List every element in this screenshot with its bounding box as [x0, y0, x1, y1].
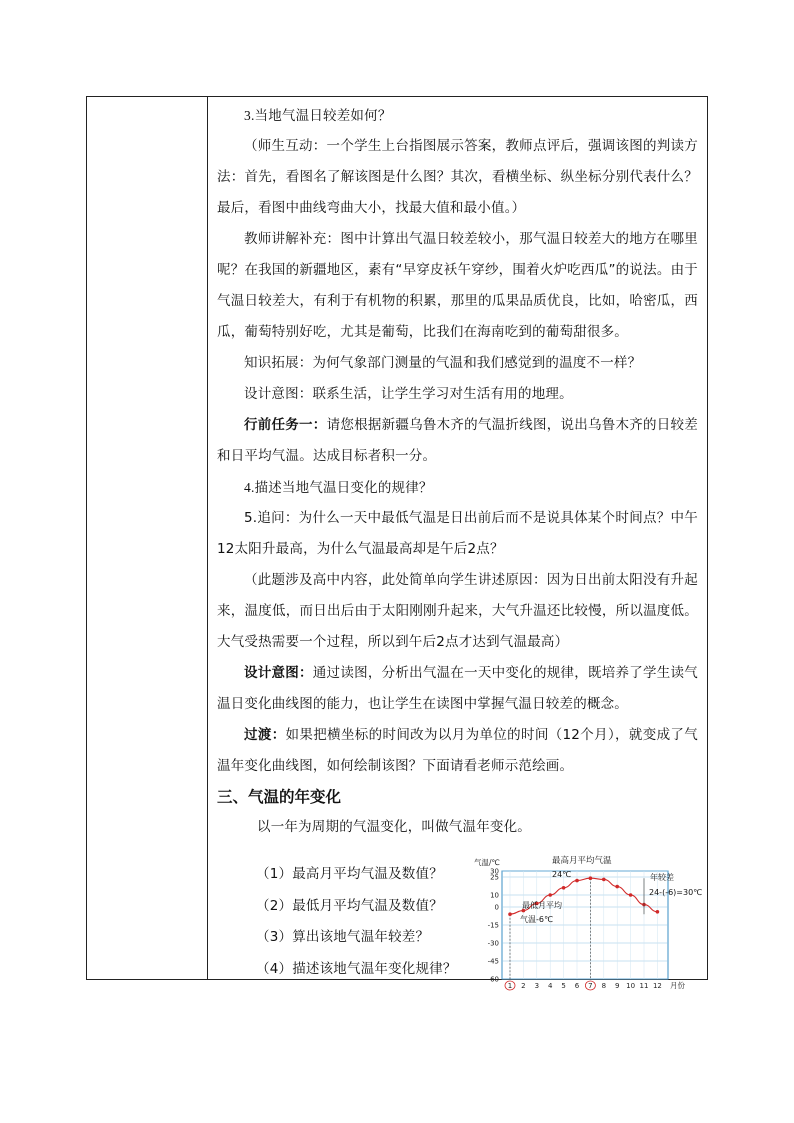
- pre-task-label: 行前任务一：: [244, 417, 327, 433]
- y-tick-label: -60: [487, 975, 499, 984]
- y-axis-label: 气温/℃: [474, 858, 500, 867]
- definition: 以一年为周期的气温变化，叫做气温年变化。: [257, 819, 531, 835]
- transition-label: 过渡：: [244, 727, 286, 743]
- question-5: 5.追问：为什么一天中最低气温是日出前后而不是说具体某个时间点？中午12太阳升最高，为什么气温最高却是午后2点？: [217, 510, 698, 557]
- x-tick-label: 11: [639, 982, 649, 990]
- data-point: [589, 876, 593, 880]
- transition: [217, 720, 698, 782]
- list-item: （3）算出该地气温年较差？: [256, 929, 430, 945]
- y-tick-label: -45: [487, 957, 499, 966]
- x-axis-label: 月份: [670, 981, 685, 990]
- annotation-range-title: 年较差: [650, 873, 674, 882]
- x-tick-label: 1: [507, 982, 513, 990]
- question-3: 3.当地气温日较差如何？: [244, 108, 392, 123]
- y-tick-label: -30: [487, 939, 499, 948]
- data-point: [602, 878, 606, 882]
- design-intent-label: 设计意图：: [244, 665, 313, 681]
- chart-area: [217, 843, 703, 993]
- data-point: [562, 886, 566, 890]
- lesson-content: [208, 97, 707, 990]
- x-tick-label: 4: [547, 982, 553, 990]
- x-tick-label: 8: [601, 982, 607, 990]
- y-tick-label: 10: [490, 891, 499, 900]
- y-tick-label: 25: [490, 873, 499, 882]
- list-item: （4）描述该地气温年变化规律？: [256, 960, 457, 977]
- x-tick-label: 10: [626, 982, 636, 990]
- section-heading: 三、气温的年变化: [217, 788, 342, 806]
- design-intent-text: 通过读图，分析出气温在一天中变化的规律，既培养了学生读气温日变化曲线图的能力，也让学生在读图中掌握气温日较差的概念。: [217, 665, 698, 712]
- x-tick-label: 5: [561, 982, 566, 990]
- x-tick-label: 3: [534, 982, 540, 990]
- data-point: [508, 912, 512, 916]
- y-tick-label: 30: [490, 867, 499, 876]
- design-intent-1: 设计意图：联系生活，让学生学习对生活有用的地理。: [244, 386, 573, 402]
- pre-task-1: [217, 410, 698, 472]
- annotation-max-value: 24℃: [552, 870, 572, 879]
- list-item: （1）最高月平均气温及数值？: [256, 866, 443, 882]
- y-tick-label: -15: [487, 921, 499, 930]
- data-point: [615, 885, 619, 889]
- question-list: [256, 859, 457, 985]
- annual-temperature-chart: [472, 843, 708, 991]
- transition-text: 如果把横坐标的时间改为以月为单位的时间（12个月），就变成了气温年变化曲线图，如何绘制该图？下面请看老师示范绘画。: [217, 727, 698, 774]
- x-tick-label: 6: [574, 982, 580, 990]
- design-intent-2: [217, 658, 698, 720]
- annotation-min-title: 最低月平均: [522, 901, 562, 910]
- annotation-min-value: 气温-6℃: [520, 915, 553, 924]
- x-tick-label: 2: [521, 982, 526, 990]
- explanation: （此题涉及高中内容，此处简单向学生讲述原因：因为日出前太阳没有升起来，温度低，而日出后由于太阳刚刚升起来，大气升温还比较慢，所以温度低。大气受热需要一个过程，所以到午后2点才达到气温最高）: [217, 572, 698, 650]
- data-point: [548, 893, 552, 897]
- annotation-range-formula: 24-(-6)=30℃: [649, 888, 703, 897]
- list-item: （2）最低月平均气温及数值？: [256, 897, 443, 914]
- data-point: [629, 893, 633, 897]
- annotation-max-title: 最高月平均气温: [552, 856, 612, 866]
- knowledge-extension: 知识拓展：为何气象部门测量的气温和我们感觉到的温度不一样？: [244, 355, 642, 371]
- pre-task-text: 请您根据新疆乌鲁木齐的气温折线图，说出乌鲁木齐的日较差和日平均气温。达成目标者积一分。: [217, 417, 698, 464]
- x-tick-label: 7: [588, 982, 593, 990]
- teacher-supplement: 教师讲解补充：图中计算出气温日较差较小，那气温日较差大的地方在哪里呢？在我国的新疆地区，素有“早穿皮袄午穿纱，围着火炉吃西瓜”的说法。由于气温日较差大，有利于有机物的积累，那里的瓜果品质优良，比如，哈密瓜，西瓜，葡萄特别好吃，尤其是葡萄，比我们在海南吃到的葡萄甜很多。: [217, 231, 698, 340]
- teacher-student-interaction: （师生互动：一个学生上台指图展示答案，教师点评后，强调该图的判读方法：首先，看图名了解该图是什么图？其次，看横坐标、纵坐标分别代表什么？最后，看图中曲线弯曲大小，找最大值和最小值。）: [217, 138, 698, 216]
- question-4: 4.描述当地气温日变化的规律？: [244, 480, 433, 495]
- x-tick-label: 9: [614, 982, 620, 990]
- y-tick-label: 0: [494, 903, 499, 912]
- lesson-table: [86, 96, 708, 990]
- data-point: [656, 910, 660, 914]
- x-tick-label: 12: [652, 982, 662, 990]
- data-point: [575, 879, 579, 883]
